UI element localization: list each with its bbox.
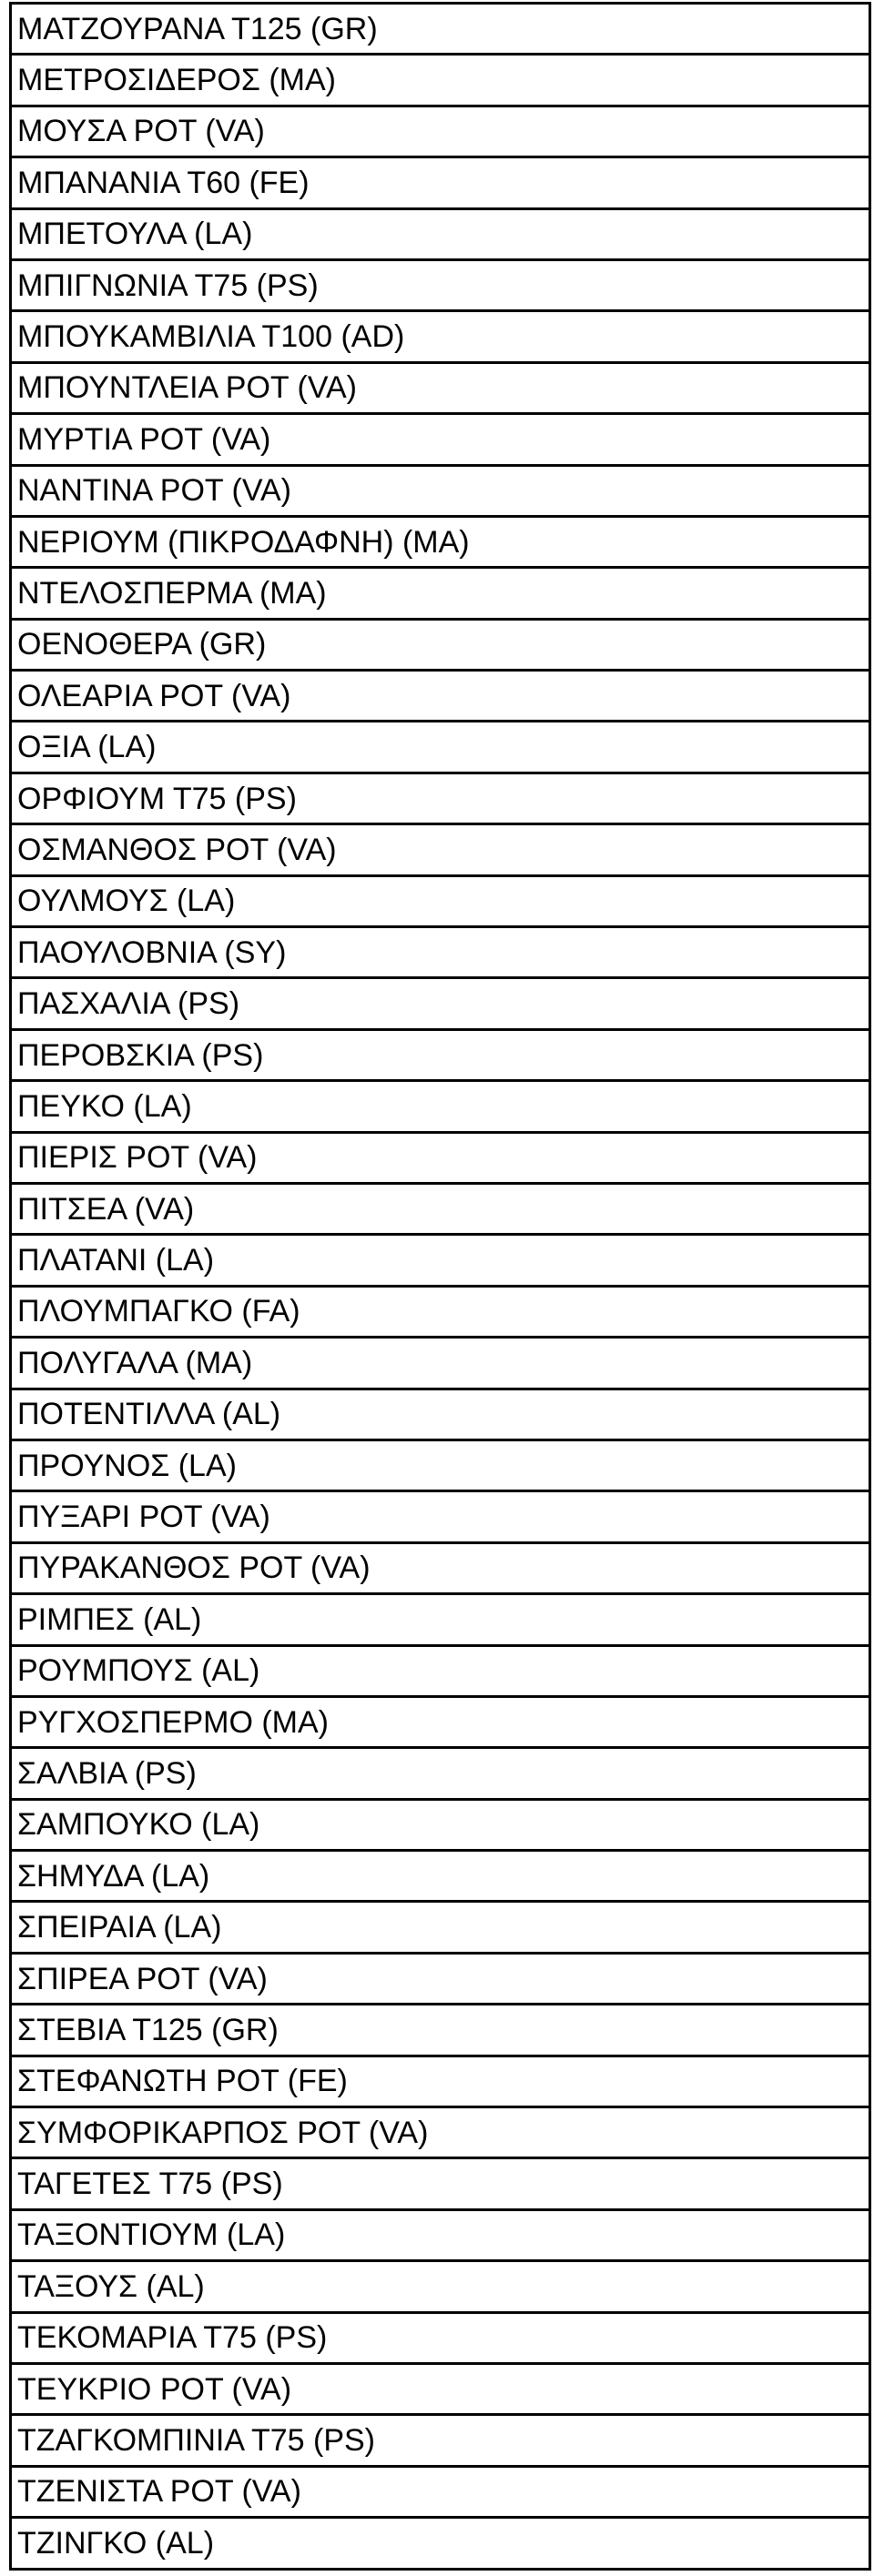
table-cell: ΝΤΕΛΟΣΠΕΡΜΑ (MA) <box>11 568 870 619</box>
table-row <box>11 1953 870 2004</box>
table-row <box>11 1799 870 1850</box>
table-row <box>11 2415 870 2466</box>
table-cell: ΤΕΚΟΜΑΡΙΑ Τ75 (PS) <box>11 2312 870 2363</box>
table-cell: ΠΛΟΥΜΠΑΓΚΟ (FA) <box>11 1286 870 1337</box>
table-cell: ΡΟΥΜΠΟΥΣ (AL) <box>11 1645 870 1696</box>
table-cell: ΠΑΣΧΑΛΙΑ (PS) <box>11 978 870 1029</box>
table-cell: ΠΥΡΑΚΑΝΘΟΣ ΡΟΤ (VA) <box>11 1542 870 1593</box>
table-cell: ΤΖΑΓΚΟΜΠΙΝΙΑ Τ75 (PS) <box>11 2415 870 2466</box>
table-row <box>11 157 870 208</box>
table-row <box>11 362 870 413</box>
table-row <box>11 465 870 516</box>
table-cell: ΣΤΕΦΑΝΩΤΗ ΡΟΤ (FE) <box>11 2056 870 2106</box>
table-cell: ΝΕΡΙΟΥΜ (ΠΙΚΡΟΔΑΦΝΗ) (MA) <box>11 516 870 567</box>
table-row <box>11 722 870 773</box>
table-row <box>11 671 870 722</box>
table-row <box>11 1029 870 1080</box>
table-row <box>11 1748 870 1799</box>
table-row <box>11 1183 870 1234</box>
table-row <box>11 2158 870 2209</box>
plant-list-table <box>9 2 871 2571</box>
table-row <box>11 1696 870 1747</box>
table-cell: ΟΞΙΑ (LA) <box>11 722 870 773</box>
table-row <box>11 2363 870 2414</box>
table-cell: ΤΖΙΝΓΚΟ (AL) <box>11 2518 870 2569</box>
table-row <box>11 1286 870 1337</box>
table-row <box>11 208 870 259</box>
table-row <box>11 516 870 567</box>
table-row <box>11 55 870 106</box>
table-cell: ΠΙΤΣΕΑ (VA) <box>11 1183 870 1234</box>
table-cell: ΠΕΡΟΒΣΚΙΑ (PS) <box>11 1029 870 1080</box>
table-cell: ΡΥΓΧΟΣΠΕΡΜΟ (MA) <box>11 1696 870 1747</box>
table-cell: ΜΠΟΥΚΑΜΒΙΛΙΑ Τ100 (AD) <box>11 311 870 362</box>
table-cell: ΠΛΑΤΑΝΙ (LA) <box>11 1235 870 1286</box>
table-cell: ΤΑΓΕΤΕΣ Τ75 (PS) <box>11 2158 870 2209</box>
table-cell: ΠΡΟΥΝΟΣ (LA) <box>11 1440 870 1490</box>
table-cell: ΜΠΕΤΟΥΛΑ (LA) <box>11 208 870 259</box>
table-row <box>11 1132 870 1183</box>
table-row <box>11 106 870 157</box>
table-row <box>11 2107 870 2158</box>
table-cell: ΠΕΥΚΟ (LA) <box>11 1081 870 1132</box>
table-row <box>11 311 870 362</box>
table-row <box>11 4 870 55</box>
table-cell: ΜΠΙΓΝΩΝΙΑ Τ75 (PS) <box>11 259 870 310</box>
table-row <box>11 1440 870 1490</box>
table-row <box>11 1389 870 1440</box>
table-cell: ΜΟΥΣΑ ΡΟΤ (VA) <box>11 106 870 157</box>
table-cell: ΟΥΛΜΟΥΣ (LA) <box>11 875 870 926</box>
table-cell: ΠΥΞΑΡΙ ΡΟΤ (VA) <box>11 1491 870 1542</box>
table-row <box>11 875 870 926</box>
table-row <box>11 2466 870 2517</box>
table-cell: ΣΑΜΠΟΥΚΟ (LA) <box>11 1799 870 1850</box>
table-row <box>11 2056 870 2106</box>
table-row <box>11 1594 870 1645</box>
table-row <box>11 1081 870 1132</box>
table-cell: ΤΖΕΝΙΣΤΑ ΡΟΤ (VA) <box>11 2466 870 2517</box>
table-cell: ΠΙΕΡΙΣ ΡΟΤ (VA) <box>11 1132 870 1183</box>
table-cell: ΣΗΜΥΔΑ (LA) <box>11 1851 870 1902</box>
plant-list-body <box>11 4 870 2570</box>
table-cell: ΝΑΝΤΙΝΑ ΡΟΤ (VA) <box>11 465 870 516</box>
table-cell: ΣΥΜΦΟΡΙΚΑΡΠΟΣ ΡΟΤ (VA) <box>11 2107 870 2158</box>
table-cell: ΜΠΑΝΑΝΙΑ Τ60 (FE) <box>11 157 870 208</box>
table-cell: ΟΡΦΙΟΥΜ Τ75 (PS) <box>11 773 870 823</box>
table-row <box>11 2261 870 2312</box>
table-cell: ΣΤΕΒΙΑ Τ125 (GR) <box>11 2005 870 2056</box>
table-cell: ΜΥΡΤΙΑ ΡΟΤ (VA) <box>11 414 870 465</box>
table-cell: ΜΠΟΥΝΤΛΕΙΑ ΡΟΤ (VA) <box>11 362 870 413</box>
table-cell: ΠΟΛΥΓΑΛΑ (MA) <box>11 1338 870 1389</box>
table-cell: ΣΠΙΡΕΑ ΡΟΤ (VA) <box>11 1953 870 2004</box>
table-cell: ΟΛΕΑΡΙΑ ΡΟΤ (VA) <box>11 671 870 722</box>
table-cell: ΤΕΥΚΡΙΟ ΡΟΤ (VA) <box>11 2363 870 2414</box>
table-row <box>11 414 870 465</box>
table-row <box>11 1542 870 1593</box>
table-row <box>11 1338 870 1389</box>
table-cell: ΣΠΕΙΡΑΙΑ (LA) <box>11 1902 870 1953</box>
table-row <box>11 619 870 670</box>
table-cell: ΣΑΛΒΙΑ (PS) <box>11 1748 870 1799</box>
table-row <box>11 1235 870 1286</box>
table-cell: ΜΕΤΡΟΣΙΔΕΡΟΣ (MA) <box>11 55 870 106</box>
table-row <box>11 2312 870 2363</box>
table-row <box>11 1491 870 1542</box>
table-cell: ΟΣΜΑΝΘΟΣ ΡΟΤ (VA) <box>11 824 870 875</box>
table-cell: ΤΑΞΟΝΤΙΟΥΜ (LA) <box>11 2209 870 2260</box>
table-row <box>11 2209 870 2260</box>
table-row <box>11 2518 870 2569</box>
table-row <box>11 259 870 310</box>
table-row <box>11 1645 870 1696</box>
table-cell: ΤΑΞΟΥΣ (AL) <box>11 2261 870 2312</box>
table-row <box>11 1851 870 1902</box>
table-cell: ΠΟΤΕΝΤΙΛΛΑ (AL) <box>11 1389 870 1440</box>
table-row <box>11 773 870 823</box>
table-row <box>11 824 870 875</box>
table-cell: ΡΙΜΠΕΣ (AL) <box>11 1594 870 1645</box>
table-row <box>11 927 870 978</box>
table-cell: ΠΑΟΥΛΟΒΝΙΑ (SY) <box>11 927 870 978</box>
table-cell: ΟΕΝΟΘΕΡΑ (GR) <box>11 619 870 670</box>
table-row <box>11 1902 870 1953</box>
table-row <box>11 2005 870 2056</box>
table-row <box>11 568 870 619</box>
table-cell: ΜΑΤΖΟΥΡΑΝΑ Τ125 (GR) <box>11 4 870 55</box>
table-row <box>11 978 870 1029</box>
